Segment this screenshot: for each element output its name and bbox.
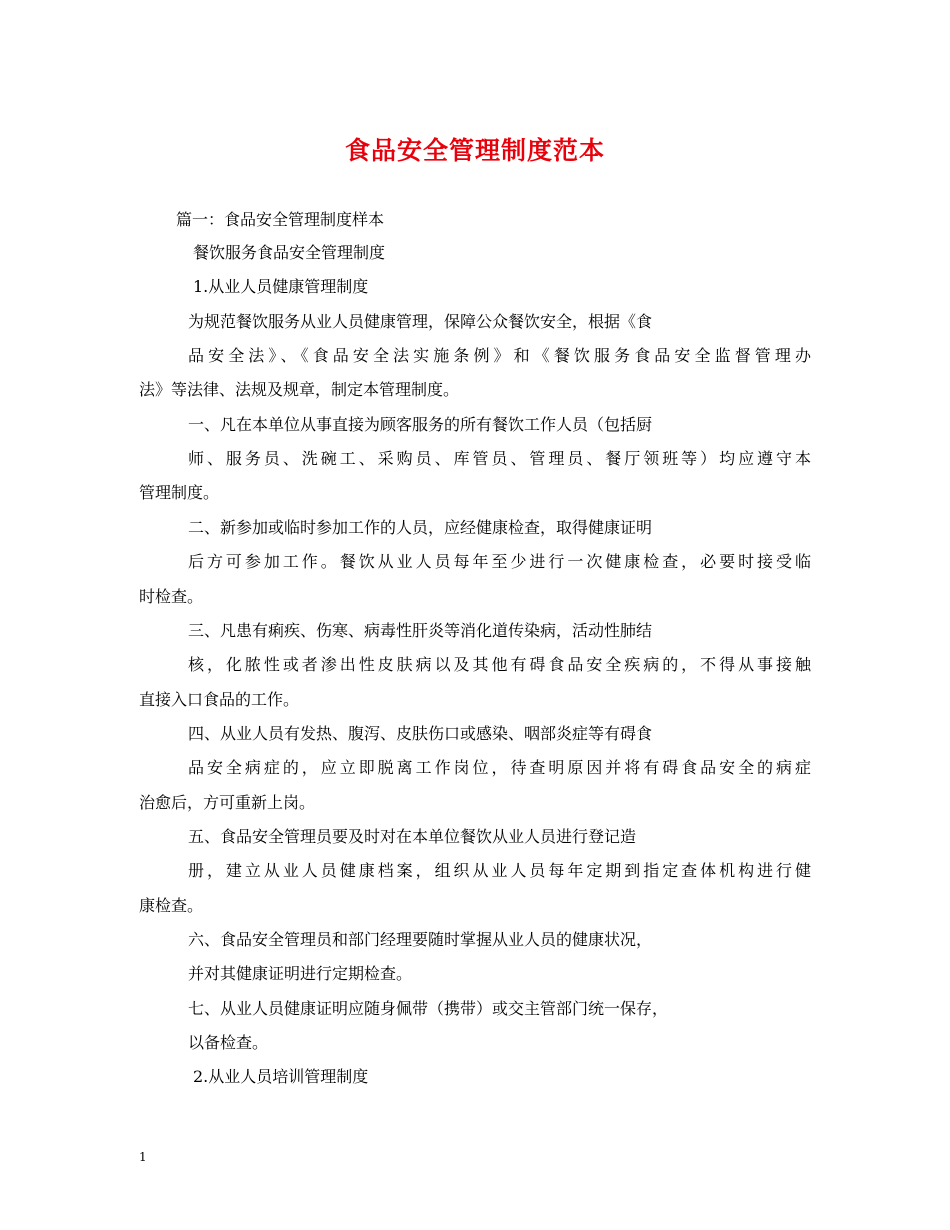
text-line: 品安全法》、《食品安全法实施条例》和《餐饮服务食品安全监督管理办 xyxy=(188,346,811,365)
text-line: 并对其健康证明进行定期检查。 xyxy=(188,964,413,983)
text-line: 一、凡在本单位从事直接为顾客服务的所有餐饮工作人员（包括厨 xyxy=(188,415,653,434)
text-line: 2.从业人员培训管理制度 xyxy=(193,1067,369,1086)
text-line: 六、食品安全管理员和部门经理要随时掌握从业人员的健康状况， xyxy=(188,930,653,949)
text-line: 四、从业人员有发热、腹泻、皮肤伤口或感染、咽部炎症等有碍食 xyxy=(188,724,653,743)
text-line: 法》等法律、法规及规章，制定本管理制度。 xyxy=(139,380,460,399)
text-line: 二、新参加或临时参加工作的人员，应经健康检查，取得健康证明 xyxy=(188,518,653,537)
text-line: 时检查。 xyxy=(139,587,204,606)
page-number: 1 xyxy=(139,1150,147,1164)
text-line: 核，化脓性或者渗出性皮肤病以及其他有碍食品安全疾病的，不得从事接触 xyxy=(188,655,811,674)
text-line: 直接入口食品的工作。 xyxy=(139,690,300,709)
text-line: 三、凡患有痢疾、伤寒、病毒性肝炎等消化道传染病，活动性肺结 xyxy=(188,621,653,640)
text-line: 为规范餐饮服务从业人员健康管理，保障公众餐饮安全，根据《食 xyxy=(188,312,653,331)
text-line: 五、食品安全管理员要及时对在本单位餐饮从业人员进行登记造 xyxy=(188,827,637,846)
text-line: 篇一：食品安全管理制度样本 xyxy=(176,210,385,229)
text-line: 康检查。 xyxy=(139,896,204,915)
text-line: 餐饮服务食品安全管理制度 xyxy=(193,243,386,262)
document-title: 食品安全管理制度范本 xyxy=(344,136,605,165)
text-line: 治愈后，方可重新上岗。 xyxy=(139,793,316,812)
text-line: 1.从业人员健康管理制度 xyxy=(193,277,369,296)
text-line: 以备检查。 xyxy=(188,1033,269,1052)
text-line: 七、从业人员健康证明应随身佩带（携带）或交主管部门统一保存， xyxy=(188,999,669,1018)
text-line: 后方可参加工作。餐饮从业人员每年至少进行一次健康检查，必要时接受临 xyxy=(188,552,811,571)
text-line: 师、服务员、洗碗工、采购员、库管员、管理员、餐厅领班等）均应遵守本 xyxy=(188,449,811,468)
text-line: 管理制度。 xyxy=(139,483,220,502)
text-line: 品安全病症的，应立即脱离工作岗位，待查明原因并将有碍食品安全的病症 xyxy=(188,758,811,777)
text-line: 册，建立从业人员健康档案，组织从业人员每年定期到指定查体机构进行健 xyxy=(188,861,811,880)
